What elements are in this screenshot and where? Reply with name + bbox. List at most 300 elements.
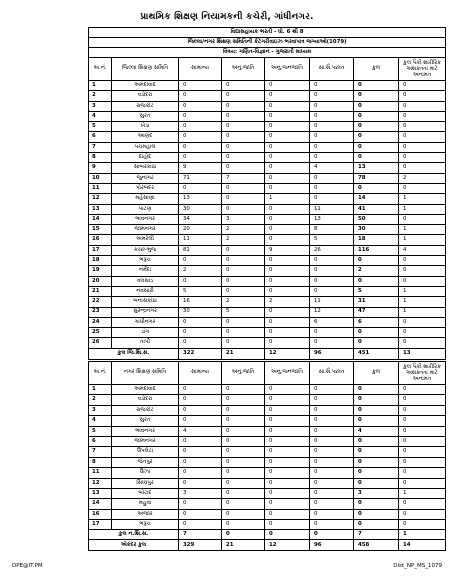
cell-sc: 3 — [222, 214, 265, 224]
cell-st: 12 — [265, 348, 310, 359]
cell-sc: 0 — [222, 91, 265, 101]
cell-sc: 0 — [222, 111, 265, 121]
row-name: ડાંગ — [112, 328, 179, 338]
cell-sebc: 0 — [310, 132, 354, 142]
cell-total: 0 — [354, 416, 399, 426]
cell-total: 0 — [354, 509, 399, 519]
cell-sc: 0 — [222, 132, 265, 142]
col-header-st: અનુ.જનજાતિ — [265, 58, 310, 81]
cell-sc: 0 — [222, 509, 265, 519]
cell-sebc: 0 — [310, 266, 354, 276]
table-row — [89, 276, 446, 286]
table-row — [89, 286, 446, 296]
cell-sebc: 0 — [310, 395, 354, 405]
row-number: 10 — [89, 173, 112, 183]
cell-total: 0 — [354, 499, 399, 509]
cell-general: 0 — [179, 101, 222, 111]
cell-st: 0 — [265, 132, 310, 142]
cell-general: 0 — [179, 385, 222, 395]
cell-sebc: 4 — [310, 163, 354, 173]
cell-ph: 0 — [399, 520, 446, 530]
row-name: જામનગર — [112, 225, 179, 235]
table-row — [89, 317, 446, 327]
cell-sebc: 0 — [310, 478, 354, 488]
cell-sc: 2 — [222, 297, 265, 307]
cell-total: 18 — [354, 235, 399, 245]
row-number: 1 — [89, 385, 112, 395]
cell-sc: 21 — [222, 348, 265, 359]
row-name: સુરત — [112, 416, 179, 426]
col-header-no: અ.નં. — [89, 58, 112, 81]
cell-ph: 14 — [399, 540, 446, 551]
table-row — [89, 173, 446, 183]
cell-general: 13 — [179, 194, 222, 204]
cell-general: 0 — [179, 81, 222, 91]
cell-general: 4 — [179, 426, 222, 436]
cell-ph: 0 — [399, 499, 446, 509]
cell-total: 0 — [354, 328, 399, 338]
row-number: 12 — [89, 478, 112, 488]
col-header-general: સામાન્ય — [179, 58, 222, 81]
cell-sc: 2 — [222, 235, 265, 245]
cell-total: 0 — [354, 457, 399, 467]
row-name: મહુવા — [112, 499, 179, 509]
cell-ph: 0 — [399, 436, 446, 446]
cell-sc: 0 — [222, 488, 265, 498]
col-header-name: નગર શિક્ષણ સમિતિ — [112, 362, 179, 385]
row-name: ભરૂચ — [112, 520, 179, 530]
cell-general: 20 — [179, 225, 222, 235]
cell-sebc: 6 — [310, 317, 354, 327]
cell-sebc: 0 — [310, 499, 354, 509]
row-number: 17 — [89, 245, 112, 255]
cell-total: 0 — [354, 338, 399, 348]
row-number: 13 — [89, 204, 112, 214]
cell-st: 0 — [265, 91, 310, 101]
cell-ph: 1 — [399, 225, 446, 235]
cell-general: 0 — [179, 499, 222, 509]
table-row — [89, 468, 446, 478]
cell-sc: 0 — [222, 81, 265, 91]
cell-ph: 0 — [399, 163, 446, 173]
cell-sebc: 0 — [310, 468, 354, 478]
table-row — [89, 204, 446, 214]
table-row — [89, 153, 446, 163]
cell-sebc: 0 — [310, 153, 354, 163]
cell-total: 31 — [354, 297, 399, 307]
cell-sc: 0 — [222, 153, 265, 163]
cell-general: 0 — [179, 317, 222, 327]
cell-sc: 0 — [222, 447, 265, 457]
cell-sc: 0 — [222, 426, 265, 436]
cell-st: 0 — [265, 153, 310, 163]
cell-ph: 0 — [399, 266, 446, 276]
row-number: 20 — [89, 276, 112, 286]
cell-sebc: 5 — [310, 235, 354, 245]
cell-st: 12 — [265, 540, 310, 551]
cell-total: 0 — [354, 132, 399, 142]
cell-total: 451 — [354, 348, 399, 359]
cell-total: 0 — [354, 153, 399, 163]
cell-sebc: 8 — [310, 225, 354, 235]
cell-sc: 0 — [222, 457, 265, 467]
cell-st: 0 — [265, 317, 310, 327]
table-row — [89, 447, 446, 457]
cell-total: 14 — [354, 194, 399, 204]
cell-general: 0 — [179, 520, 222, 530]
row-number: 5 — [89, 426, 112, 436]
cell-total: 78 — [354, 173, 399, 183]
cell-st: 0 — [265, 235, 310, 245]
cell-st: 0 — [265, 101, 310, 111]
cell-total: 2 — [354, 266, 399, 276]
row-name: નર્મદા — [112, 266, 179, 276]
cell-st: 0 — [265, 204, 310, 214]
row-number: 18 — [89, 256, 112, 266]
row-name: તાપી — [112, 338, 179, 348]
row-number: 23 — [89, 307, 112, 317]
subject-heading: વિષય: ગણિત-વિજ્ઞાન - ગુજરાતી માધ્યમ — [89, 48, 446, 58]
row-name: દાહોદ — [112, 153, 179, 163]
cell-total: 41 — [354, 204, 399, 214]
table-row — [89, 297, 446, 307]
column-header-row — [89, 58, 446, 81]
table-row — [89, 225, 446, 235]
city-total-row — [89, 530, 446, 540]
cell-st: 0 — [265, 478, 310, 488]
row-number: 3 — [89, 405, 112, 415]
cell-sc: 0 — [222, 385, 265, 395]
recruitment-heading: વિદ્યાસહાયક ભરતી - ધો. 6 થી 8 — [89, 28, 446, 38]
table-row — [89, 101, 446, 111]
cell-general: 16 — [179, 297, 222, 307]
table-row — [89, 307, 446, 317]
table-row — [89, 266, 446, 276]
row-name: પાટણ — [112, 204, 179, 214]
col-header-sebc: સા.શૈ.પછાત — [310, 362, 354, 385]
cell-ph: 0 — [399, 447, 446, 457]
cell-st: 0 — [265, 214, 310, 224]
cell-total: 0 — [354, 395, 399, 405]
row-number: 24 — [89, 317, 112, 327]
cell-ph: 0 — [399, 142, 446, 152]
cell-general: 0 — [179, 328, 222, 338]
row-name: જામનગર — [112, 436, 179, 446]
cell-ph: 0 — [399, 405, 446, 415]
cell-sc: 21 — [222, 540, 265, 551]
table-row — [89, 111, 446, 121]
cell-sc: 0 — [222, 194, 265, 204]
cell-ph: 0 — [399, 426, 446, 436]
cell-total: 0 — [354, 183, 399, 193]
row-name: અમદાવાદ — [112, 385, 179, 395]
row-number: 7 — [89, 447, 112, 457]
cell-st: 0 — [265, 307, 310, 317]
col-header-no: અ.નં. — [89, 362, 112, 385]
cell-ph: 13 — [399, 348, 446, 359]
cell-st: 0 — [265, 457, 310, 467]
row-number: 22 — [89, 297, 112, 307]
cell-sc: 0 — [222, 468, 265, 478]
cell-ph: 1 — [399, 194, 446, 204]
row-name: ઉંઝા — [112, 468, 179, 478]
row-name: ભાવનગર — [112, 214, 179, 224]
table-row — [89, 235, 446, 245]
cell-st: 0 — [265, 338, 310, 348]
row-number: 4 — [89, 416, 112, 426]
cell-general: 0 — [179, 183, 222, 193]
cell-total: 0 — [354, 142, 399, 152]
row-name: અમદાવાદ — [112, 81, 179, 91]
cell-total: 0 — [354, 256, 399, 266]
col-header-total: કુલ — [354, 58, 399, 81]
cell-sebc: 0 — [310, 183, 354, 193]
cell-sebc: 0 — [310, 509, 354, 519]
cell-ph: 0 — [399, 214, 446, 224]
cell-general: 3 — [179, 488, 222, 498]
cell-sebc: 0 — [310, 530, 354, 540]
cell-st: 0 — [265, 405, 310, 415]
row-number: 7 — [89, 142, 112, 152]
cell-st: 2 — [265, 297, 310, 307]
district-total-row — [89, 348, 446, 359]
row-number: 3 — [89, 101, 112, 111]
table-row — [89, 91, 446, 101]
cell-total: 0 — [354, 520, 399, 530]
cell-sebc: 0 — [310, 338, 354, 348]
col-header-general: સામાન્ય — [179, 362, 222, 385]
cell-sc: 0 — [222, 122, 265, 132]
cell-ph: 0 — [399, 509, 446, 519]
row-name: ઉપલેટા — [112, 447, 179, 457]
cell-total: 116 — [354, 245, 399, 255]
cell-sc: 0 — [222, 256, 265, 266]
cell-ph: 0 — [399, 183, 446, 193]
cell-general: 7 — [179, 530, 222, 540]
row-number: 2 — [89, 91, 112, 101]
table-row — [89, 245, 446, 255]
grand-total-row — [89, 540, 446, 551]
row-name: સુરત — [112, 111, 179, 121]
cell-st: 0 — [265, 142, 310, 152]
cell-general: 0 — [179, 478, 222, 488]
cell-ph: 0 — [399, 256, 446, 266]
cell-total: 0 — [354, 468, 399, 478]
row-number: 15 — [89, 225, 112, 235]
col-header-sc: અનુ.જાતિ — [222, 58, 265, 81]
cell-sc: 0 — [222, 530, 265, 540]
row-number: 12 — [89, 194, 112, 204]
cell-sc: 0 — [222, 416, 265, 426]
row-name: પોરબંદર — [112, 183, 179, 193]
row-name: વડોદરા — [112, 395, 179, 405]
row-name: રાજકોટ — [112, 405, 179, 415]
total-label: કુલ ન.શિ.સ. — [89, 530, 179, 540]
cell-ph: 0 — [399, 468, 446, 478]
cell-st: 0 — [265, 328, 310, 338]
row-name: સુરેન્દ્રનગર — [112, 307, 179, 317]
row-name: કચ્છ-ભુજ — [112, 245, 179, 255]
table-row — [89, 122, 446, 132]
cell-st: 0 — [265, 163, 310, 173]
cell-total: 0 — [354, 276, 399, 286]
cell-general: 5 — [179, 286, 222, 296]
cell-sebc: 0 — [310, 405, 354, 415]
cell-general: 329 — [179, 540, 222, 551]
row-name: સિધ્ધપુર — [112, 478, 179, 488]
cell-sc: 2 — [222, 225, 265, 235]
total-label: કુલ જિ.શિ.સ. — [89, 348, 179, 359]
cell-sc: 0 — [222, 520, 265, 530]
cell-general: 81 — [179, 245, 222, 255]
row-number: 5 — [89, 122, 112, 132]
cell-sc: 0 — [222, 101, 265, 111]
row-name: જુનાગઢ — [112, 173, 179, 183]
cell-ph: 0 — [399, 317, 446, 327]
table-row — [89, 499, 446, 509]
cell-st: 0 — [265, 385, 310, 395]
cell-ph: 0 — [399, 111, 446, 121]
cell-sebc: 13 — [310, 214, 354, 224]
table-row — [89, 328, 446, 338]
cell-total: 0 — [354, 111, 399, 121]
cell-total: 30 — [354, 225, 399, 235]
row-name: બોટાદ — [112, 488, 179, 498]
cell-general: 71 — [179, 173, 222, 183]
cell-st: 0 — [265, 111, 310, 121]
cell-general: 0 — [179, 338, 222, 348]
row-name: ગાંધીનગર — [112, 317, 179, 327]
cell-general: 11 — [179, 235, 222, 245]
cell-sebc: 26 — [310, 245, 354, 255]
cell-sc: 7 — [222, 173, 265, 183]
cell-sebc: 0 — [310, 328, 354, 338]
column-header-row — [89, 362, 446, 385]
district-table — [88, 27, 446, 360]
row-name: નવસારી — [112, 286, 179, 296]
cell-st: 0 — [265, 173, 310, 183]
cell-st: 0 — [265, 520, 310, 530]
cell-st: 0 — [265, 286, 310, 296]
cell-st: 0 — [265, 122, 310, 132]
row-name: અમરેલી — [112, 235, 179, 245]
row-name: પંચમહાલ — [112, 142, 179, 152]
cell-st: 0 — [265, 416, 310, 426]
cell-sebc: 0 — [310, 457, 354, 467]
row-number: 4 — [89, 111, 112, 121]
cell-general: 0 — [179, 468, 222, 478]
cell-st: 0 — [265, 256, 310, 266]
cell-total: 0 — [354, 81, 399, 91]
row-number: 21 — [89, 286, 112, 296]
table-row — [89, 214, 446, 224]
row-number: 2 — [89, 395, 112, 405]
row-number: 14 — [89, 214, 112, 224]
cell-general: 30 — [179, 204, 222, 214]
cell-st: 0 — [265, 426, 310, 436]
row-name: ભાવનગર — [112, 426, 179, 436]
cell-total: 458 — [354, 540, 399, 551]
cell-sebc: 0 — [310, 256, 354, 266]
office-title: પ્રાથમિક શિક્ષણ નિયામકની કચેરી, ગાંધીનગર. — [140, 12, 314, 22]
cell-general: 0 — [179, 436, 222, 446]
cell-general: 0 — [179, 142, 222, 152]
row-name: જેતપુર — [112, 457, 179, 467]
cell-st: 0 — [265, 395, 310, 405]
cell-total: 0 — [354, 385, 399, 395]
cell-ph: 1 — [399, 307, 446, 317]
cell-ph: 0 — [399, 153, 446, 163]
table-row — [89, 142, 446, 152]
cell-sc: 0 — [222, 183, 265, 193]
cell-st: 0 — [265, 81, 310, 91]
cell-general: 322 — [179, 348, 222, 359]
cell-sebc: 0 — [310, 436, 354, 446]
row-number: 9 — [89, 163, 112, 173]
row-name: વલસાડ — [112, 276, 179, 286]
row-name: ખેડા — [112, 122, 179, 132]
cell-general: 0 — [179, 256, 222, 266]
cell-general: 0 — [179, 447, 222, 457]
cell-total: 0 — [354, 405, 399, 415]
cell-sebc: 0 — [310, 426, 354, 436]
cell-total: 0 — [354, 91, 399, 101]
cell-ph: 0 — [399, 395, 446, 405]
cell-sebc: 0 — [310, 101, 354, 111]
cell-st: 0 — [265, 488, 310, 498]
cell-ph: 0 — [399, 122, 446, 132]
cell-total: 0 — [354, 436, 399, 446]
cell-general: 34 — [179, 214, 222, 224]
cell-sebc: 0 — [310, 520, 354, 530]
cell-st: 0 — [265, 225, 310, 235]
row-name: આણંદ — [112, 132, 179, 142]
col-header-name: જિલ્લા શિક્ષણ સમિતિ — [112, 58, 179, 81]
cell-sc: 0 — [222, 317, 265, 327]
cell-ph: 0 — [399, 478, 446, 488]
row-number: 17 — [89, 520, 112, 530]
cell-sebc: 11 — [310, 204, 354, 214]
cell-ph: 1 — [399, 204, 446, 214]
cell-sc: 0 — [222, 338, 265, 348]
footer-left: DPE@IT.PM — [12, 563, 43, 569]
table-row — [89, 338, 446, 348]
cell-ph: 1 — [399, 530, 446, 540]
cell-ph: 0 — [399, 385, 446, 395]
cell-sc: 0 — [222, 286, 265, 296]
cell-total: 4 — [354, 426, 399, 436]
cell-sc: 0 — [222, 204, 265, 214]
cell-total: 50 — [354, 214, 399, 224]
row-name: સાબરકાંઠા — [112, 163, 179, 173]
cell-sc: 0 — [222, 436, 265, 446]
table-row — [89, 426, 446, 436]
cell-total: 5 — [354, 286, 399, 296]
cell-general: 0 — [179, 91, 222, 101]
row-name: મહેસાણા — [112, 194, 179, 204]
cell-st: 0 — [265, 436, 310, 446]
row-number: 6 — [89, 132, 112, 142]
cell-ph: 0 — [399, 276, 446, 286]
cell-total: 7 — [354, 530, 399, 540]
cell-st: 0 — [265, 266, 310, 276]
cell-ph: 0 — [399, 416, 446, 426]
cell-sebc: 96 — [310, 540, 354, 551]
cell-ph: 0 — [399, 457, 446, 467]
cell-general: 0 — [179, 509, 222, 519]
row-number: 16 — [89, 235, 112, 245]
row-name: બનાસકાંઠા — [112, 297, 179, 307]
